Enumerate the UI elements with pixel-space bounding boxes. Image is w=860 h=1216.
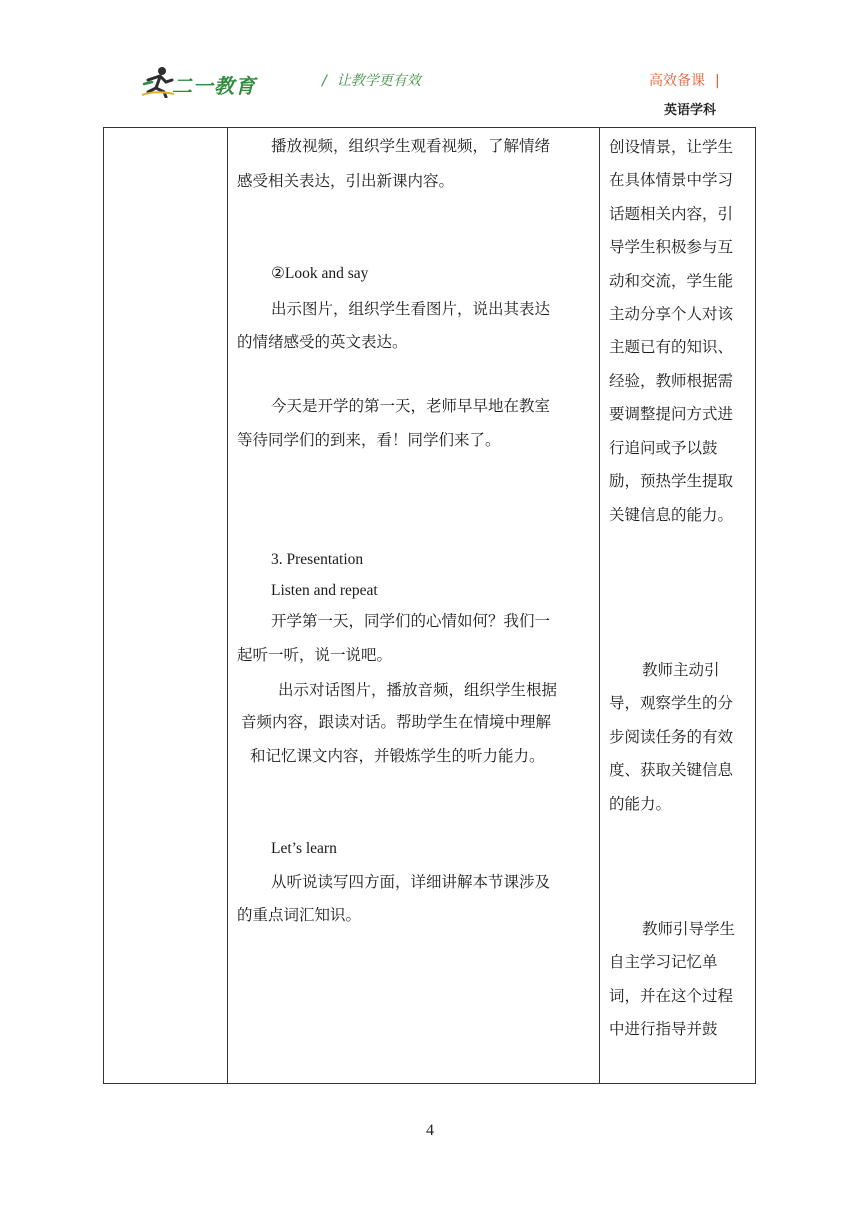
activity-text: 开学第一天，同学们的心情如何？我们一 xyxy=(271,612,551,630)
rationale-text: 行追问或予以鼓 xyxy=(609,439,718,457)
runner-icon xyxy=(140,66,176,98)
activity-text: 和记忆课文内容，并锻炼学生的听力能力。 xyxy=(250,747,545,765)
section-heading: Let’s learn xyxy=(271,840,337,857)
activity-text: 从听说读写四方面，详细讲解本节课涉及 xyxy=(271,873,551,891)
activity-text: 今天是开学的第一天，老师早早地在教室 xyxy=(271,397,551,415)
rationale-text: 创设情景，让学生 xyxy=(609,138,734,156)
column-divider xyxy=(227,128,228,1083)
subject-label: 英语学科 xyxy=(664,103,717,118)
rationale-text: 要调整提问方式进 xyxy=(609,405,734,423)
activity-text: 的情绪感受的英文表达。 xyxy=(237,333,408,351)
rationale-text: 自主学习记忆单 xyxy=(609,953,718,971)
rationale-text: 教师引导学生 xyxy=(642,920,736,938)
brand-logo xyxy=(140,66,260,100)
rationale-text: 步阅读任务的有效 xyxy=(609,728,734,746)
rationale-text: 经验，教师根据需 xyxy=(609,372,734,390)
rationale-text: 主动分享个人对该 xyxy=(609,305,734,323)
slogan-slash: / xyxy=(322,73,327,89)
section-heading: 3. Presentation xyxy=(271,551,364,568)
rationale-text: 度、获取关键信息 xyxy=(609,761,734,779)
activity-text: 的重点词汇知识。 xyxy=(237,906,362,924)
activity-text: 感受相关表达，引出新课内容。 xyxy=(237,172,455,190)
activity-text: 等待同学们的到来，看！同学们来了。 xyxy=(237,431,501,449)
section-subheading: Listen and repeat xyxy=(271,582,378,599)
activity-text: 音频内容，跟读对话。帮助学生在情境中理解 xyxy=(241,713,552,731)
rationale-text: 在具体情景中学习 xyxy=(609,171,734,189)
activity-text: 播放视频，组织学生观看视频，了解情绪 xyxy=(271,137,551,155)
rationale-text: 导学生积极参与互 xyxy=(609,238,734,256)
lesson-table xyxy=(103,127,756,1084)
rationale-text: 话题相关内容，引 xyxy=(609,205,734,223)
rationale-text: 动和交流，学生能 xyxy=(609,272,734,290)
activity-text: 出示对话图片，播放音频，组织学生根据 xyxy=(278,681,558,699)
page-header xyxy=(0,0,860,125)
column-divider xyxy=(599,128,600,1083)
rationale-text: 励，预热学生提取 xyxy=(609,472,734,490)
activity-text: 出示图片，组织学生看图片，说出其表达 xyxy=(271,300,551,318)
logo-text: 二一教育 xyxy=(172,74,256,98)
page-number: 4 xyxy=(426,1122,434,1139)
section-heading: ②Look and say xyxy=(271,265,369,282)
slogan xyxy=(322,70,421,90)
course-label-text: 高效备课 xyxy=(649,73,705,89)
rationale-text: 主题已有的知识、 xyxy=(609,338,734,356)
rationale-text: 中进行指导并鼓 xyxy=(609,1020,718,1038)
slogan-text: 让教学更有效 xyxy=(336,73,421,89)
rationale-text: 导，观察学生的分 xyxy=(609,694,734,712)
rationale-text: 教师主动引 xyxy=(642,661,720,679)
course-label xyxy=(649,70,720,90)
rationale-text: 词，并在这个过程 xyxy=(609,987,734,1005)
rationale-text: 关键信息的能力。 xyxy=(609,506,734,524)
course-divider: | xyxy=(715,73,720,89)
activity-text: 起听一听，说一说吧。 xyxy=(237,646,393,664)
rationale-text: 的能力。 xyxy=(609,795,672,813)
